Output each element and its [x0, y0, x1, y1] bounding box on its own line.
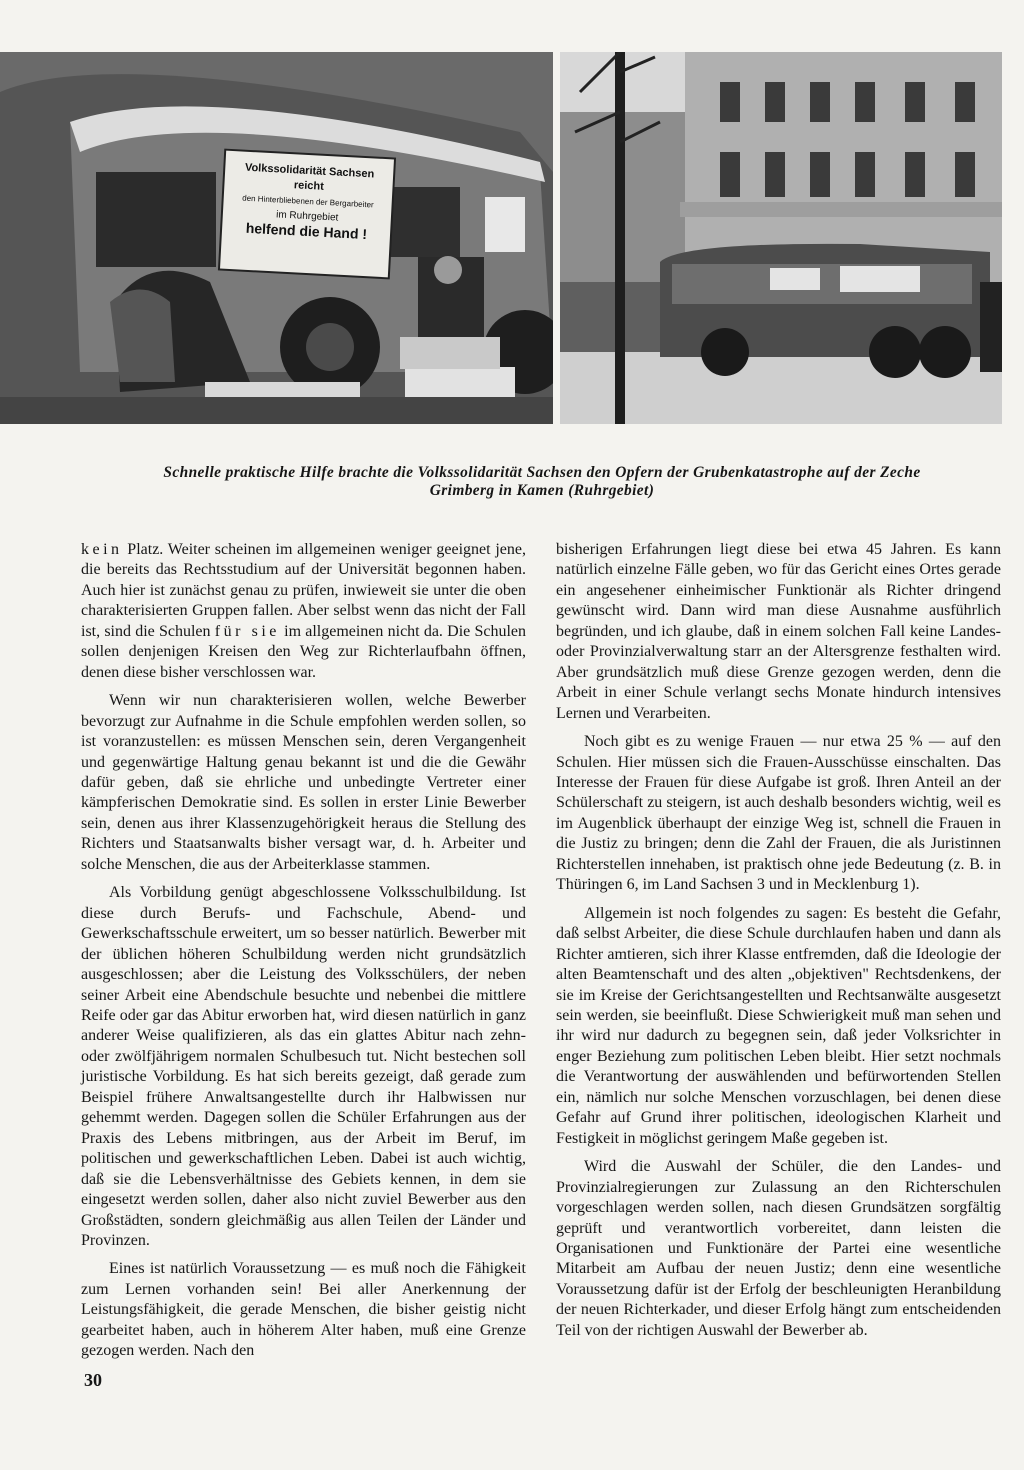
- paragraph: Eines ist natürlich Voraussetzung — es muß noch die Fähigkeit zum Lernen vorhanden sein! Bei aller Anerkennung der Leistungsfähigkeit, die gerade Menschen, die bisher geistig nicht gearbeitet haben, auch in höherem Alter haben, muß eine Grenze gezogen werden. Nach den: [81, 1260, 526, 1360]
- paragraph: Wird die Auswahl der Schüler, die den Landes- und Provinzialregierungen zur Zulassung an den Richterschulen vorgeschlagen werden sollen, nach diesen Grundsätzen sorgfältig geprüft und verantwortlich vorbereitet, dann leisten die Organisationen und Funktionäre der Partei eine wesentliche Mitarbeit am Aufbau der neuen Justiz; denn eine wesentliche Voraussetzung dafür ist der Erfolg der beschleunigten Heranbildung der neuen Richterkader, und dieser Erfolg hängt zum entscheidenden Teil von der richtigen Auswahl der Bewerber ab.: [556, 1158, 1001, 1339]
- photo-caption: [80, 464, 1004, 500]
- paragraph-text: im allgemeinen nicht da. Die Schulen sollen denjenigen Kreisen den Weg zur Richterlaufbahn öffnen, denen diese bisher verschlossen war.: [81, 622, 527, 681]
- caption-line-2: Grimberg in Kamen (Ruhrgebiet): [429, 482, 655, 499]
- paragraph: [81, 540, 526, 683]
- page-number: 30: [84, 1370, 102, 1390]
- paragraph: Allgemein ist noch folgendes zu sagen: Es besteht die Gefahr, daß selbst Arbeiter, die diese Schule durchlaufen haben und dann als Richter amtieren, sich ihrer Klasse entfremden, daß die Ideologie der alten Beamtenschaft und des alten „objektiven" Rechtsdenkens, der sie im Kreise der Gerichtsangestellten und Rechtsanwälte ausgesetzt sein werden, sie beeinflußt. Diese Schwierigkeit muß man sehen und ihr wird nur dadurch zu begegnen sein, daß jeder Volksrichter in enger Beziehung zum politischen Leben bleibt. Hier setzt nochmals die Verantwortung der auswählenden und befürwortenden Stellen ein, nämlich nur solche Menschen vorzuschlagen, bei denen diese Gefahr auf Grund ihrer politischen, ideologischen Klarheit und Festigkeit in möglichst geringem Maße gegeben ist.: [556, 904, 1001, 1147]
- photo-bus-loading: [0, 52, 553, 424]
- paragraph: Als Vorbildung genügt abgeschlossene Volksschulbildung. Ist diese durch Berufs- und Fachschule, Abend- und Gewerkschaftsschule erweitert, um so besser natürlich. Bewerber mit der üblichen höheren Schulbildung werden nicht grundsätzlich ausgeschlossen; aber die Leistung des Volksschülers, der neben seiner Arbeit eine Abendschule besuchte und nebenbei die mittlere Reife oder gar das Abitur erworben hat, wird diesen natürlich in ganz anderer Weise qualifizieren, als das ein glattes Abitur nach zehn- oder zwölfjährigem normalen Schulbesuch tut. Nicht bestechen soll juristische Vorbildung. Es hat sich bereits gezeigt, daß gerade zum Beispiel frühere Anwaltsangestellte durch ihr Halbwissen nur gehemmt werden. Dagegen sollen die Schüler Erfahrungen aus der Praxis des Lebens mitbringen, aus der Arbeit im Beruf, im politischen und gewerkschaftlichen Leben. Dabei ist auch wichtig, daß sie die Lebensverhältnisse des Gebiets kennen, in dem sie eingesetzt werden sollen, daher also nicht zuviel Bewerber aus den Großstädten, sondern gleichmäßig aus allen Teilen der Länder und Provinzen.: [81, 884, 526, 1249]
- article-column-left: [81, 540, 526, 1370]
- banner-line-3: im Ruhrgebiet: [275, 209, 339, 224]
- article-column-right: [556, 540, 1001, 1349]
- banner-line-1: Volkssolidarität Sachsen reicht: [244, 161, 375, 193]
- banner-line-4: helfend die Hand !: [245, 219, 368, 243]
- paragraph: Noch gibt es zu wenige Frauen — nur etwa 25 % — auf den Schulen. Hier müssen sich die Frauen-Ausschüsse einschalten. Das Interesse der Frauen für diese Aufgabe ist groß. Ihren Anteil an der Schülerschaft zu steigern, ist auch deshalb besonders wichtig, weil es im Augenblick überhaupt der einzige Weg ist, schnell die Frauen in die Justiz zu bringen; denn die Zahl der Frauen, die als Juristinnen Richterstellen innehaben, ist praktisch ohne jede Bedeutung (z. B. in Thüringen 6, im Land Sachsen 3 und in Mecklenburg 1).: [556, 733, 1001, 894]
- photo-bus-street: [560, 52, 1002, 424]
- emphasis-text: für sie: [214, 622, 280, 640]
- photo-bus-street-drawing: [560, 52, 1002, 424]
- banner-sign-text: [226, 160, 390, 243]
- caption-line-1: Schnelle praktische Hilfe brachte die Volkssolidarität Sachsen den Opfern der Grubenkatastrophe auf der Zeche: [163, 464, 921, 481]
- photo-bus-loading-drawing: [0, 52, 553, 424]
- banner-line-2: den Hinterbliebenen der Bergarbeiter: [242, 193, 374, 210]
- paragraph: bisherigen Erfahrungen liegt diese bei etwa 45 Jahren. Es kann natürlich einzelne Fälle geben, wo für das Gericht eines Ortes gerade ein angesehener einheimischer Funktionär als Richter dringend gewünscht wird. Dann wird man diese Ausnahme ausführlich begründen, und ich glaube, daß in einem solchen Fall keine Landes- oder Provinzialverwaltung starr an der Altersgrenze festhalten wird. Aber grundsätzlich muß diese Grenze gezogen werden, denn die Arbeit in einer Schule verlangt sechs Monate hindurch intensives Lernen und Verarbeiten.: [556, 541, 1001, 722]
- paragraph: Wenn wir nun charakterisieren wollen, welche Bewerber bevorzugt zur Aufnahme in die Schule empfohlen werden sollen, so ist voranzustellen: es müssen Menschen sein, deren Vergangenheit und gegenwärtige Haltung genau bekannt ist und die die Gewähr dafür geben, daß sie ehrliche und unbedingte Vertreter einer kämpferischen Demokratie sind. Es sollen in erster Linie Bewerber sein, denen aus ihrer Klassenzugehörigkeit heraus die Stellung des Richters und Staatsanwalts bisher versagt war, d. h. Arbeiter und solche Menschen, die aus der Arbeiterklasse stammen.: [81, 692, 526, 873]
- emphasis-text: kein: [81, 541, 123, 558]
- paragraph-text: Platz. Weiter scheinen im allgemeinen weniger geeignet jene, die bereits das Rechtsstudium auf der Universität begonnen haben. Auch hier ist zunächst genau zu prüfen, inwieweit sie unter die oben charakterisierten Gruppen fallen. Aber selbst wenn das nicht der Fall ist, sind die Schulen: [81, 541, 526, 640]
